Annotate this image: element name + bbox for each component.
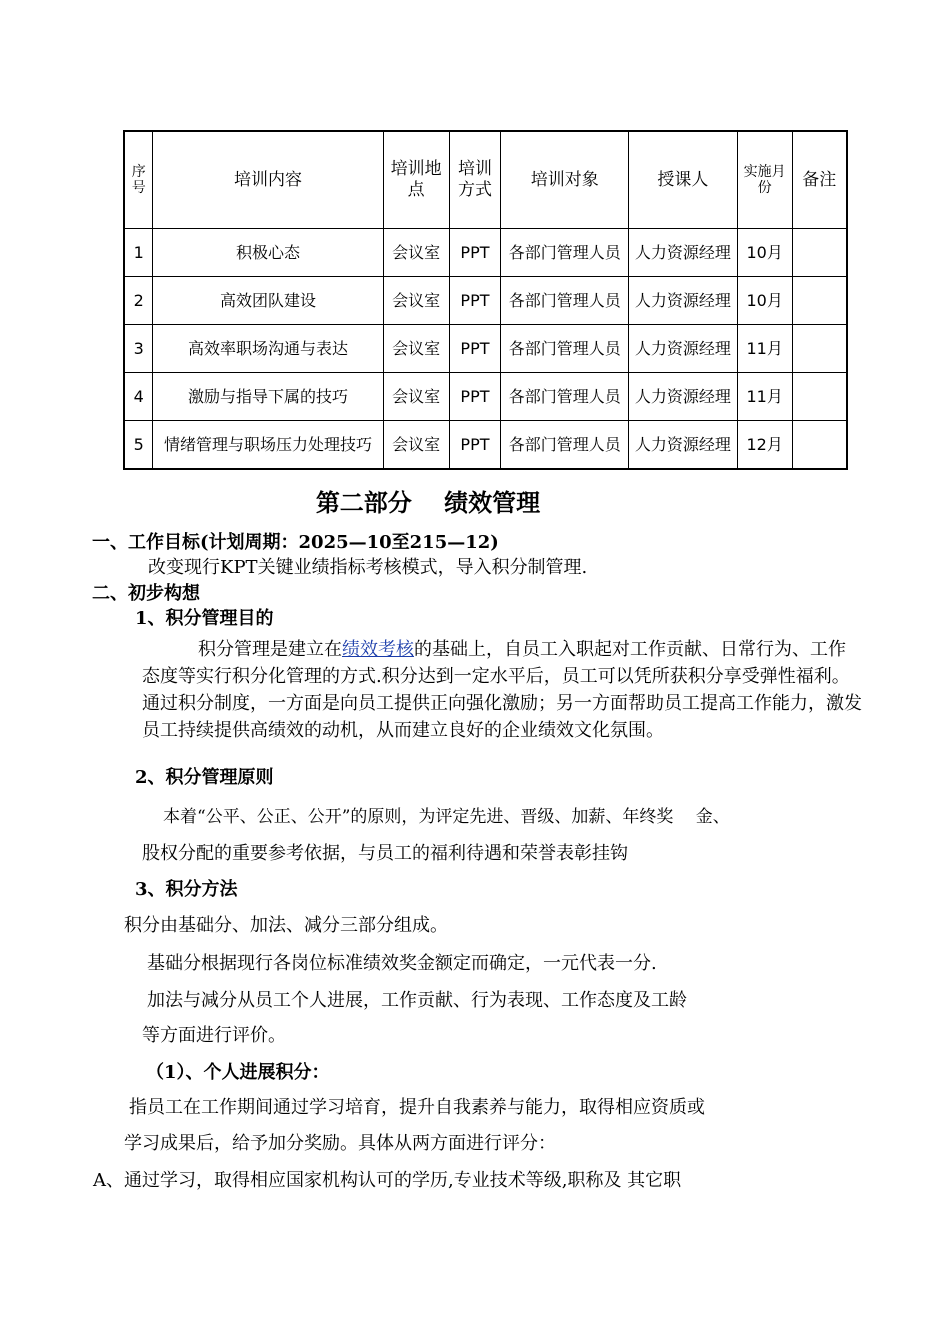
cell-content: 高效率职场沟通与表达 (153, 325, 383, 373)
training-plan-table (123, 130, 848, 470)
sub3-line2: 基础分根据现行各岗位标准绩效奖金额定而确定，一元代表一分. (147, 953, 657, 974)
cell-method: PPT (449, 277, 501, 325)
cell-method: PPT (449, 373, 501, 421)
cell-place: 会议室 (383, 277, 449, 325)
sub2-line1: 本着“公平、公正、公开”的原则，为评定先进、晋级、加薪、年终奖 金、 (163, 807, 730, 827)
cell-note (792, 325, 847, 373)
cell-lecturer: 人力资源经理 (629, 325, 738, 373)
cell-target: 各部门管理人员 (501, 277, 629, 325)
table-row (124, 421, 847, 470)
cell-target: 各部门管理人员 (501, 373, 629, 421)
cell-lecturer: 人力资源经理 (629, 229, 738, 277)
cell-content: 激励与指导下属的技巧 (153, 373, 383, 421)
cell-method: PPT (449, 325, 501, 373)
cell-place: 会议室 (383, 421, 449, 470)
table-row (124, 373, 847, 421)
cell-note (792, 373, 847, 421)
cell-place: 会议室 (383, 373, 449, 421)
cell-no: 4 (124, 373, 153, 421)
cell-no: 3 (124, 325, 153, 373)
header-method: 培训方式 (449, 131, 501, 229)
cell-method: PPT (449, 421, 501, 470)
sub1-paragraph (142, 636, 862, 744)
cell-month: 10月 (737, 277, 792, 325)
sub3-line3: 加法与减分从员工个人进展，工作贡献、行为表现、工作态度及工龄 (147, 990, 687, 1011)
table-row (124, 325, 847, 373)
sub3-line1: 积分由基础分、加法、减分三部分组成。 (124, 915, 448, 936)
cell-no: 1 (124, 229, 153, 277)
sub1-text-after: 的基础上，自员工入职起对工作贡献、日常行为、工作态度等实行积分化管理的方式.积分达到一定水平后，员工可以凭所获积分享受弹性福利。通过积分制度，一方面是向员工提供正向强化激励；另一方面帮助员工提高工作能力，激发员工持续提供高绩效的动机，从而建立良好的企业绩效文化氛围。 (142, 639, 862, 741)
header-content: 培训内容 (153, 131, 383, 229)
header-no: 序号 (124, 131, 153, 229)
cell-no: 5 (124, 421, 153, 470)
section2-heading: 二、初步构想 (92, 583, 200, 604)
cell-place: 会议室 (383, 325, 449, 373)
header-lecturer: 授课人 (629, 131, 738, 229)
header-month: 实施月份 (737, 131, 792, 229)
header-place: 培训地点 (383, 131, 449, 229)
sub3-heading: 3、积分方法 (135, 879, 238, 900)
section1-heading: 一、工作目标(计划周期：2025—10至215—12) (92, 532, 499, 553)
cell-month: 11月 (737, 373, 792, 421)
cell-method: PPT (449, 229, 501, 277)
cell-month: 10月 (737, 229, 792, 277)
cell-note (792, 277, 847, 325)
cell-lecturer: 人力资源经理 (629, 421, 738, 470)
cell-note (792, 229, 847, 277)
cell-target: 各部门管理人员 (501, 325, 629, 373)
sub1-heading: 1、积分管理目的 (135, 608, 274, 629)
cell-month: 11月 (737, 325, 792, 373)
header-note: 备注 (792, 131, 847, 229)
sub3-line4: 等方面进行评价。 (142, 1025, 286, 1046)
item1-heading: （1）、个人进展积分： (146, 1062, 330, 1083)
cell-content: 积极心态 (153, 229, 383, 277)
cell-content: 情绪管理与职场压力处理技巧 (153, 421, 383, 470)
cell-no: 2 (124, 277, 153, 325)
table-row (124, 277, 847, 325)
header-target: 培训对象 (501, 131, 629, 229)
item1-line1: 指员工在工作期间通过学习培育，提升自我素养与能力，取得相应资质或 (129, 1097, 705, 1118)
sub2-heading: 2、积分管理原则 (135, 767, 274, 788)
cell-place: 会议室 (383, 229, 449, 277)
item1-line2: 学习成果后，给予加分奖励。具体从两方面进行评分： (124, 1133, 556, 1154)
sub1-text-before: 积分管理是建立在 (198, 639, 342, 660)
performance-appraisal-link[interactable]: 绩效考核 (342, 639, 414, 660)
cell-note (792, 421, 847, 470)
cell-month: 12月 (737, 421, 792, 470)
cell-target: 各部门管理人员 (501, 229, 629, 277)
sub2-line2: 股权分配的重要参考依据，与员工的福利待遇和荣誉表彰挂钩 (142, 843, 628, 864)
cell-content: 高效团队建设 (153, 277, 383, 325)
table-row (124, 229, 847, 277)
table-header-row (124, 131, 847, 229)
part2-title: 第二部分 绩效管理 (315, 489, 541, 517)
item1-line3: A、通过学习，取得相应国家机构认可的学历,专业技术等级,职称及 其它职 (93, 1170, 682, 1191)
cell-target: 各部门管理人员 (501, 421, 629, 470)
cell-lecturer: 人力资源经理 (629, 373, 738, 421)
section1-text: 改变现行KPT关键业绩指标考核模式，导入积分制管理. (148, 557, 588, 578)
cell-lecturer: 人力资源经理 (629, 277, 738, 325)
